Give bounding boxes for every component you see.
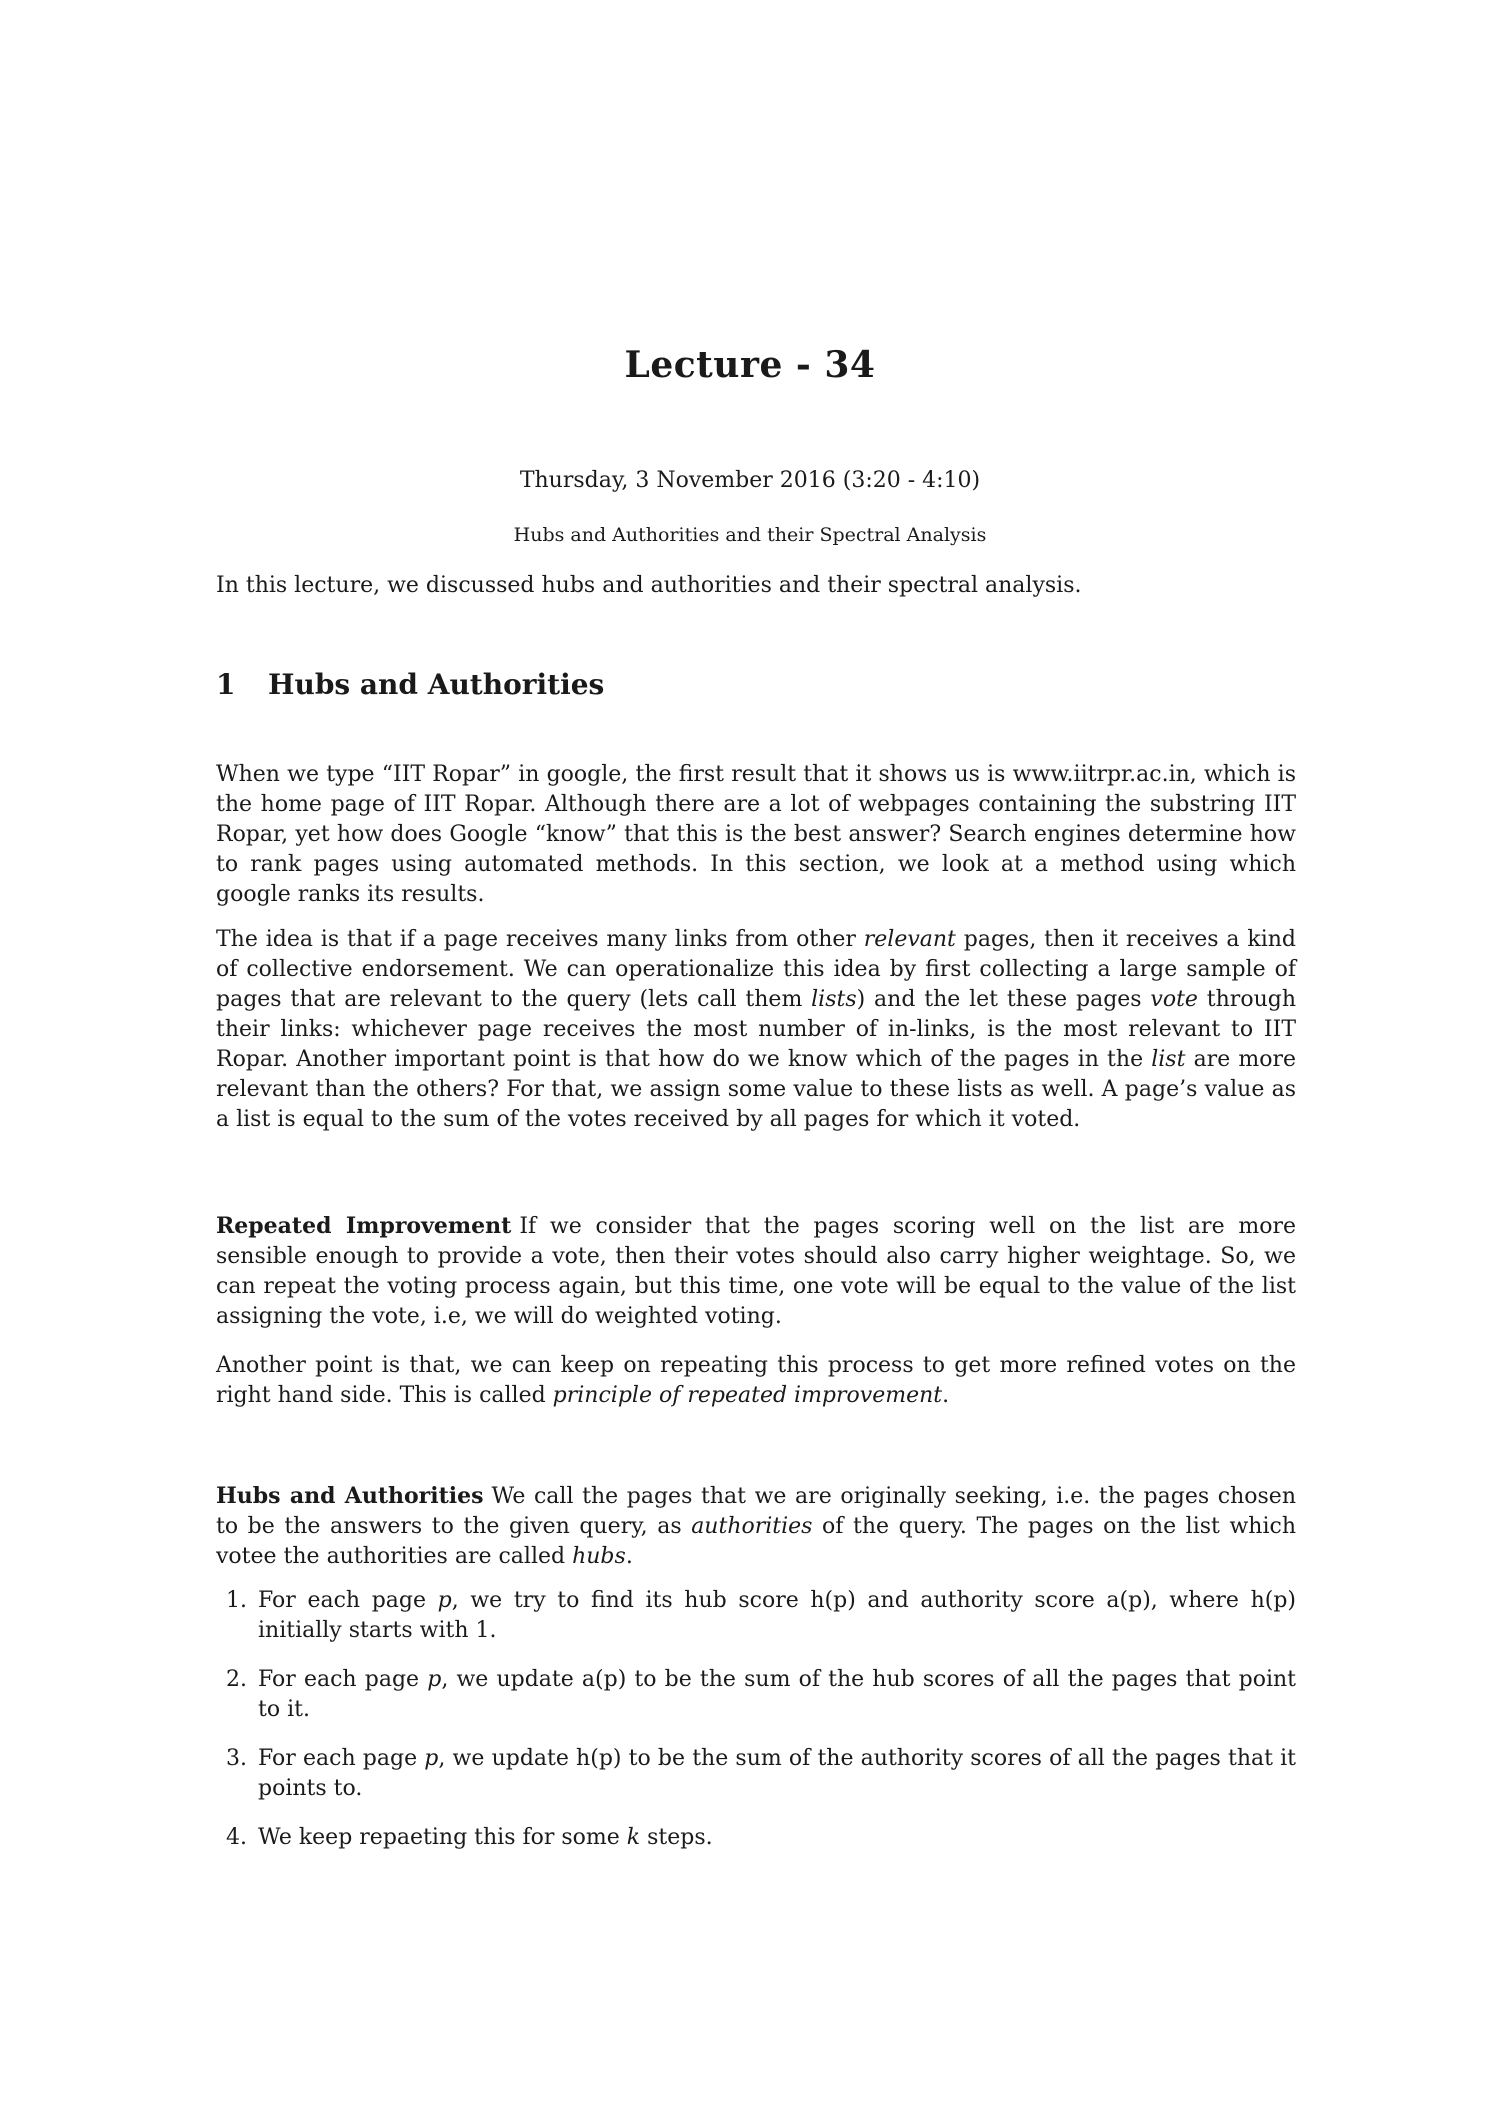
text-run: , we try to find its hub score h(p) and authority score a(p), where h(p) initially starts with 1. xyxy=(258,1588,1296,1643)
emphasis-relevant: relevant xyxy=(863,927,956,952)
emphasis-principle: principle of repeated improvement xyxy=(552,1383,943,1408)
math-variable: p xyxy=(424,1746,439,1771)
text-run: steps. xyxy=(640,1825,713,1850)
emphasis-authorities: authorities xyxy=(691,1514,813,1539)
text-run: We call the pages that we are originally seeking, i.e. the pages chosen to be the answers to the given query, as xyxy=(216,1484,1296,1539)
list-item xyxy=(216,1665,1296,1725)
lecture-date: Thursday, 3 November 2016 (3:20 - 4:10) xyxy=(519,468,981,493)
text-run: pages, then it receives a kind of collective endorsement. We can operationalize this idea by first collecting a large sample of pages that are relevant to the query (lets call them xyxy=(216,927,1296,1012)
text-run: . xyxy=(942,1383,950,1408)
section-heading xyxy=(216,668,604,701)
text-run: The idea is that if a page receives many links from other xyxy=(216,927,864,952)
lecture-subtitle: Hubs and Authorities and their Spectral Analysis xyxy=(513,524,987,546)
list-item xyxy=(216,1586,1296,1646)
algorithm-steps-list xyxy=(216,1586,1296,1872)
math-variable: p xyxy=(437,1588,452,1613)
text-run: through their links: whichever page receives the most number of in-links, is the most relevant to IIT Ropar. Another important point is that how do we know which of the pages in the xyxy=(216,987,1296,1072)
math-variable: k xyxy=(626,1825,641,1850)
text-run: , we update a(p) to be the sum of the hub scores of all the pages that point to it. xyxy=(258,1667,1296,1722)
text-run: Another point is that, we can keep on repeating this process to get more refined votes on the right hand side. This is called xyxy=(216,1353,1296,1408)
text-run: We keep repaeting this for some xyxy=(258,1825,627,1850)
paragraph-hubs-authorities xyxy=(216,1481,1296,1572)
text-run: ) and the let these pages xyxy=(856,987,1151,1012)
text-run: For each page xyxy=(258,1667,428,1692)
section-title: Hubs and Authorities xyxy=(268,668,605,701)
list-marker: 4. xyxy=(226,1825,247,1850)
list-item xyxy=(216,1823,1296,1853)
text-run: For each page xyxy=(258,1746,425,1771)
text-run: For each page xyxy=(258,1588,438,1613)
emphasis-vote: vote xyxy=(1150,987,1198,1012)
text-run: . xyxy=(625,1544,633,1569)
text-run: are more relevant than the others? For that, we assign some value to these lists as well. A page’s value as a list is equal to the sum of the votes received by all pages for which it voted. xyxy=(216,1047,1296,1132)
paragraph-google-search: When we type “IIT Ropar” in google, the first result that it shows us is www.iitrpr.ac.in, which is the home page of IIT Ropar. Although there are a lot of webpages containing the substring IIT Ropar, yet how does Google “know” that this is the best answer? Search engines determine how to rank pages using automated methods. In this section, we look at a method using which google ranks its results. xyxy=(216,762,1296,907)
run-in-heading: Repeated Improvement xyxy=(216,1213,512,1239)
list-item xyxy=(216,1744,1296,1804)
run-in-heading: Hubs and Authorities xyxy=(216,1483,484,1509)
paragraph-repeating-process xyxy=(216,1351,1296,1411)
intro-paragraph: In this lecture, we discussed hubs and authorities and their spectral analysis. xyxy=(216,573,1082,598)
page-title: Lecture - 34 xyxy=(624,344,876,386)
text-run: of the query. The pages on the list which votee the authorities are called xyxy=(216,1514,1296,1569)
list-marker: 3. xyxy=(226,1746,247,1771)
math-variable: p xyxy=(427,1667,442,1692)
text-run: If we consider that the pages scoring well on the list are more sensible enough to provide a vote, then their votes should also carry higher weightage. So, we can repeat the voting process again, but this time, one vote will be equal to the value of the list assigning the vote, i.e, we will do weighted voting. xyxy=(216,1214,1296,1329)
section-number: 1 xyxy=(216,668,236,701)
text-run: , we update h(p) to be the sum of the authority scores of all the pages that it points to. xyxy=(258,1746,1296,1801)
paragraph-repeated-improvement xyxy=(216,1211,1296,1332)
emphasis-list: list xyxy=(1151,1047,1186,1072)
emphasis-lists: lists xyxy=(811,987,857,1012)
list-marker: 2. xyxy=(226,1667,247,1692)
paragraph-voting-idea xyxy=(216,925,1296,1135)
list-marker: 1. xyxy=(226,1588,247,1613)
emphasis-hubs: hubs xyxy=(572,1544,626,1569)
